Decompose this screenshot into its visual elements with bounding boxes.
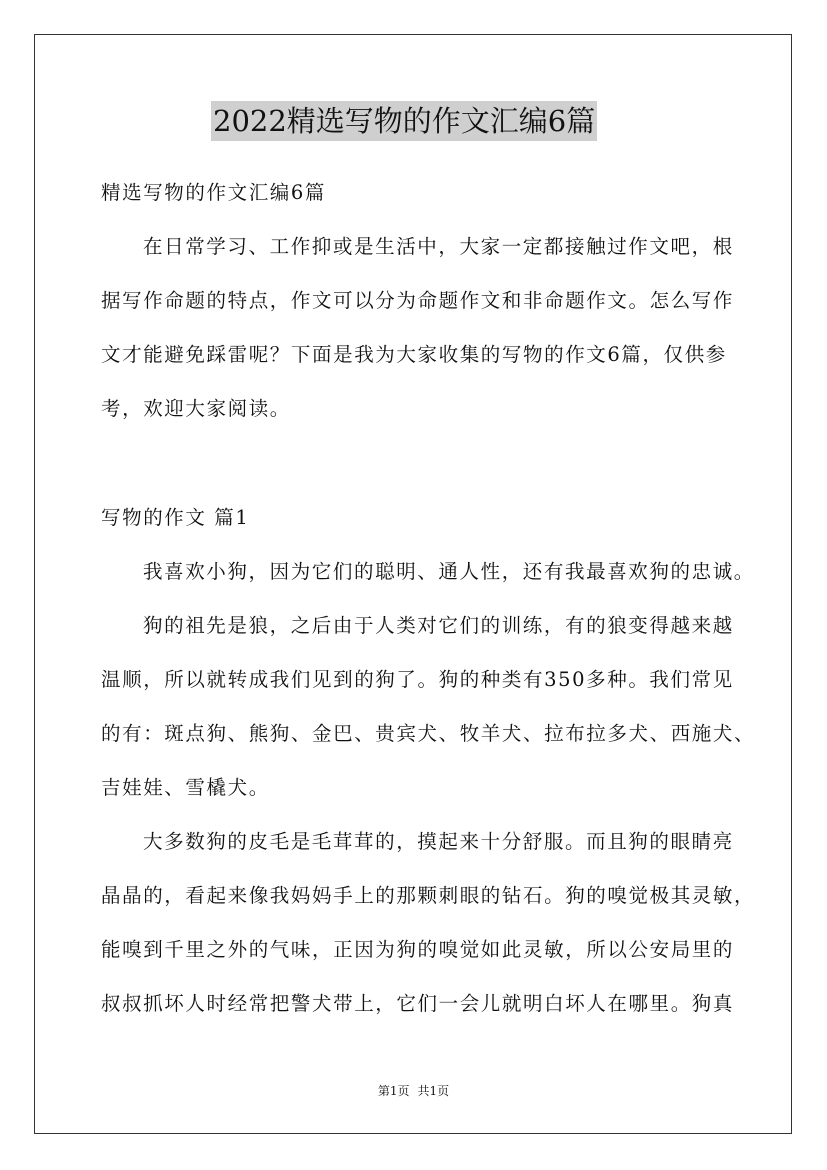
section-heading: 写物的作文 篇1	[101, 506, 250, 529]
intro-line: 文才能避免踩雷呢？下面是我为大家收集的写物的作文6篇，仅供参	[101, 343, 727, 366]
intro-line: 在日常学习、工作抑或是生活中，大家一定都接触过作文吧，根	[143, 235, 734, 258]
body-line: 晶晶的，看起来像我妈妈手上的那颗刺眼的钻石。狗的嗅觉极其灵敏，	[101, 884, 756, 907]
body-line: 的有：斑点狗、熊狗、金巴、贵宾犬、牧羊犬、拉布拉多犬、西施犬、	[101, 722, 756, 745]
body-line: 叔叔抓坏人时经常把警犬带上，它们一会儿就明白坏人在哪里。狗真	[101, 992, 735, 1015]
page-footer	[0, 1083, 827, 1099]
document-title: 2022精选写物的作文汇编6篇	[211, 101, 597, 141]
page-number: 第1页	[377, 1084, 410, 1098]
body-line: 吉娃娃、雪橇犬。	[101, 776, 270, 799]
intro-line: 据写作命题的特点，作文可以分为命题作文和非命题作文。怎么写作	[101, 289, 735, 312]
intro-line: 考，欢迎大家阅读。	[101, 397, 291, 420]
page-total: 共1页	[417, 1084, 450, 1098]
body-line: 狗的祖先是狼，之后由于人类对它们的训练，有的狼变得越来越	[143, 614, 734, 637]
body-line: 温顺，所以就转成我们见到的狗了。狗的种类有350多种。我们常见	[101, 668, 734, 691]
body-line: 我喜欢小狗，因为它们的聪明、通人性，还有我最喜欢狗的忠诚。	[143, 560, 755, 583]
document-subtitle: 精选写物的作文汇编6篇	[101, 181, 327, 204]
body-line: 能嗅到千里之外的气味，正因为狗的嗅觉如此灵敏，所以公安局里的	[101, 938, 735, 961]
body-line: 大多数狗的皮毛是毛茸茸的，摸起来十分舒服。而且狗的眼睛亮	[143, 830, 734, 853]
